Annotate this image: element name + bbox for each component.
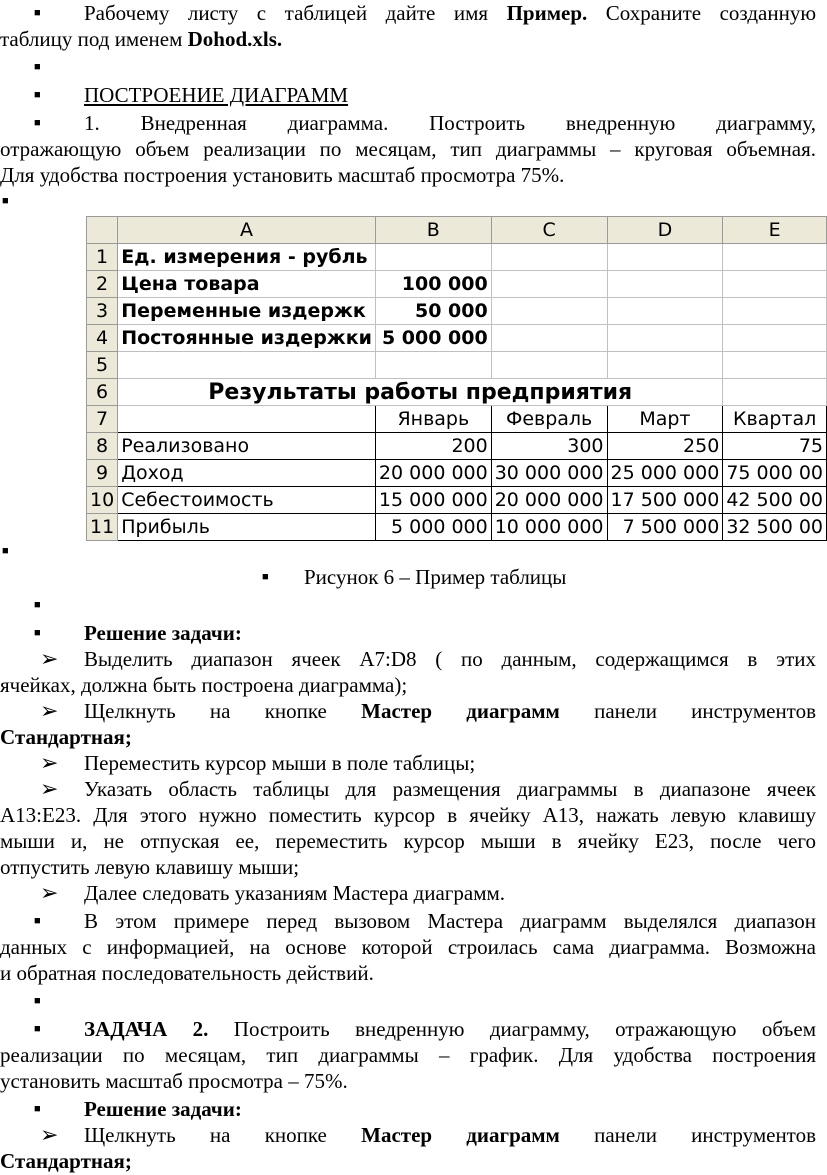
square-bullet-icon: ■ (34, 627, 41, 639)
spreadsheet-figure (86, 216, 824, 560)
cell: 50 000 (375, 298, 491, 325)
cell (723, 379, 827, 406)
cell (723, 352, 827, 379)
square-bullet-icon: ■ (2, 545, 9, 557)
cell (607, 298, 723, 325)
square-bullet-icon: ■ (34, 995, 41, 1007)
para-line: Для удобства построения установить масштаб просмотра 75%. (0, 163, 565, 187)
cell: Постоянные издержки (118, 325, 376, 352)
cell (607, 244, 723, 271)
cell (491, 325, 607, 352)
para-line: ячейках, должна быть построена диаграмма); (0, 673, 408, 697)
solution-heading: Решение задачи: (84, 621, 242, 645)
para-line: отражающую объем реализации по месяцам, тип диаграммы – круговая объемная. (0, 137, 816, 161)
cell: Цена товара (118, 271, 376, 298)
cell: 75 (723, 433, 827, 460)
month-header: Январь (375, 406, 491, 433)
cell: 32 500 00 (723, 514, 827, 541)
arrow-bullet-icon: ➢ (40, 646, 59, 671)
cell (607, 271, 723, 298)
arrow-bullet-icon: ➢ (40, 698, 59, 723)
arrow-bullet-icon: ➢ (40, 750, 59, 775)
col-header: D (607, 217, 723, 244)
para-line: 1. Внедренная диаграмма. Построить внедренную диаграмму, (84, 111, 816, 135)
cell: Переменные издержк (118, 298, 376, 325)
cell (491, 298, 607, 325)
cell: 5 000 000 (375, 325, 491, 352)
cell (723, 325, 827, 352)
col-header: E (723, 217, 827, 244)
cell: 20 000 000 (491, 487, 607, 514)
cell (491, 271, 607, 298)
row-label: Реализовано (118, 433, 376, 460)
col-header: A (118, 217, 376, 244)
square-bullet-icon: ■ (34, 915, 41, 927)
col-header: B (375, 217, 491, 244)
square-bullet-icon: ■ (262, 571, 269, 583)
cell (491, 244, 607, 271)
cell: 20 000 000 (375, 460, 491, 487)
para-line: ЗАДАЧА 2. Построить внедренную диаграмму, отражающую объем (84, 1017, 816, 1041)
row-label: Себестоимость (118, 487, 376, 514)
row-header: 11 (87, 514, 118, 541)
para-line: А13:Е23. Для этого нужно поместить курсор в ячейку А13, нажать левую клавишу (0, 803, 816, 827)
para-line: данных с информацией, на основе которой строилась сама диаграмма. Возможна (0, 935, 816, 959)
para-line: В этом примере перед вызовом Мастера диаграмм выделялся диапазон (84, 909, 816, 933)
solution-heading: Решение задачи: (84, 1097, 242, 1121)
cell: Ед. измерения - рубль (118, 244, 376, 271)
row-header: 2 (87, 271, 118, 298)
row-header: 3 (87, 298, 118, 325)
cell: 17 500 000 (607, 487, 723, 514)
para-line: мыши и, не отпуская ее, переместить курсор мыши в ячейку Е23, после чего (0, 829, 816, 853)
square-bullet-icon: ■ (34, 61, 41, 73)
para-line: таблицу под именем Dohod.xls. (0, 27, 283, 51)
cell: 250 (607, 433, 723, 460)
cell (375, 244, 491, 271)
para-line: Далее следовать указаниям Мастера диаграмм. (84, 881, 506, 905)
row-header: 9 (87, 460, 118, 487)
row-header: 1 (87, 244, 118, 271)
square-bullet-icon: ■ (34, 599, 41, 611)
row-label: Прибыль (118, 514, 376, 541)
cell (723, 271, 827, 298)
para-line: Стандартная; (0, 725, 132, 749)
cell (375, 352, 491, 379)
para-line: отпустить левую клавишу мыши; (0, 855, 300, 879)
cell (118, 352, 376, 379)
section-title: ПОСТРОЕНИЕ ДИАГРАММ (84, 83, 349, 107)
cell: 10 000 000 (491, 514, 607, 541)
cell (491, 352, 607, 379)
corner-cell (87, 217, 118, 244)
cell: 7 500 000 (607, 514, 723, 541)
cell (118, 406, 376, 433)
month-header: Квартал (723, 406, 827, 433)
month-header: Март (607, 406, 723, 433)
para-line: Стандартная; (0, 1149, 132, 1173)
para-line: и обратная последовательность действий. (0, 961, 374, 985)
para-line: Выделить диапазон ячеек А7:D8 ( по данным, содержащимся в этих (84, 647, 816, 671)
para-line: Щелкнуть на кнопке Мастер диаграмм панели инструментов (84, 1123, 817, 1147)
square-bullet-icon: ■ (34, 1103, 41, 1115)
row-header: 4 (87, 325, 118, 352)
cell: 300 (491, 433, 607, 460)
para-line: Щелкнуть на кнопке Мастер диаграмм панели инструментов (84, 699, 817, 723)
row-header: 10 (87, 487, 118, 514)
cell: 100 000 (375, 271, 491, 298)
table-title: Результаты работы предприятия (118, 379, 723, 406)
para-line: Переместить курсор мыши в поле таблицы; (84, 751, 476, 775)
arrow-bullet-icon: ➢ (40, 880, 59, 905)
row-header: 6 (87, 379, 118, 406)
square-bullet-icon: ■ (34, 89, 41, 101)
para-line: Рабочему листу с таблицей дайте имя Пример. Сохраните созданную (84, 1, 817, 25)
arrow-bullet-icon: ➢ (40, 1122, 59, 1147)
row-label: Доход (118, 460, 376, 487)
para-line: Указать область таблицы для размещения диаграммы в диапазоне ячеек (84, 777, 816, 801)
square-bullet-icon: ■ (34, 7, 41, 19)
month-header: Февраль (491, 406, 607, 433)
cell: 5 000 000 (375, 514, 491, 541)
cell: 25 000 000 (607, 460, 723, 487)
arrow-bullet-icon: ➢ (40, 776, 59, 801)
cell (723, 244, 827, 271)
cell (607, 325, 723, 352)
cell: 15 000 000 (375, 487, 491, 514)
square-bullet-icon: ■ (2, 195, 9, 207)
para-line: реализации по месяцам, тип диаграммы – график. Для удобства построения (0, 1043, 816, 1067)
row-header: 8 (87, 433, 118, 460)
cell (607, 352, 723, 379)
square-bullet-icon: ■ (34, 1023, 41, 1035)
cell (723, 298, 827, 325)
para-line: установить масштаб просмотра – 75%. (0, 1069, 348, 1093)
cell: 75 000 00 (723, 460, 827, 487)
col-header: C (491, 217, 607, 244)
square-bullet-icon: ■ (34, 117, 41, 129)
cell: 30 000 000 (491, 460, 607, 487)
cell: 200 (375, 433, 491, 460)
cell: 42 500 00 (723, 487, 827, 514)
figure-caption: Рисунок 6 – Пример таблицы (304, 565, 567, 589)
spreadsheet-table (86, 216, 827, 541)
row-header: 7 (87, 406, 118, 433)
row-header: 5 (87, 352, 118, 379)
